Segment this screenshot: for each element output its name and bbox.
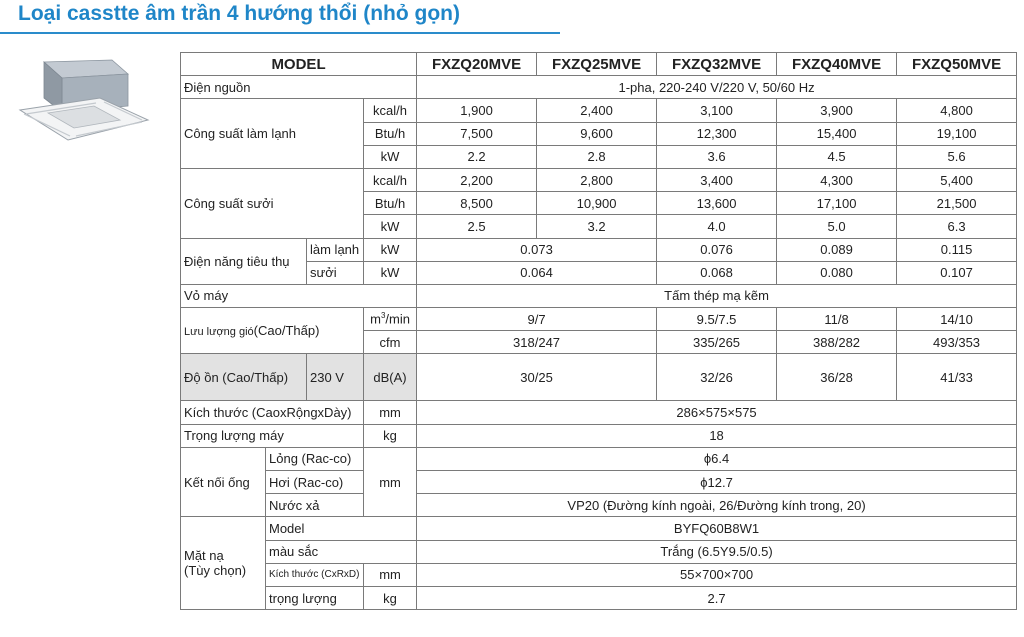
cooling-row <box>181 99 1017 122</box>
unit-cell: kW <box>364 261 417 284</box>
airflow-m3-row <box>181 308 1017 331</box>
value-cell: 0.068 <box>657 261 777 284</box>
value-cell: 15,400 <box>777 122 897 145</box>
unit-cell: cfm <box>364 331 417 354</box>
airflow-label-suffix: (Cao/Thấp) <box>253 323 320 339</box>
piping-liquid-row <box>181 447 1017 470</box>
value-cell: 4.5 <box>777 145 897 168</box>
value-cell: 0.089 <box>777 238 897 261</box>
unit-cell: kcal/h <box>364 168 417 191</box>
piping-drain-label: Nước xả <box>266 494 364 517</box>
unit-cell: Btu/h <box>364 122 417 145</box>
unit-cell: kW <box>364 215 417 238</box>
value-cell: 9/7 <box>417 308 657 331</box>
model-col-1: FXZQ20MVE <box>417 53 537 76</box>
piping-drain-value: VP20 (Đường kính ngoài, 26/Đường kính trong, 20) <box>417 494 1017 517</box>
piping-gas-label: Hơi (Rac-co) <box>266 471 364 494</box>
value-cell: 2.5 <box>417 215 537 238</box>
panel-model-row <box>181 517 1017 540</box>
panel-color-value: Trắng (6.5Y9.5/0.5) <box>417 540 1017 563</box>
consumption-heat-row <box>181 261 1017 284</box>
value-cell: 2,800 <box>537 168 657 191</box>
casing-value: Tấm thép mạ kẽm <box>417 284 1017 307</box>
value-cell: 2.2 <box>417 145 537 168</box>
power-supply-value: 1-pha, 220-240 V/220 V, 50/60 Hz <box>417 76 1017 99</box>
unit-superscript: 3 <box>380 311 386 321</box>
unit-cell: mm <box>364 563 417 586</box>
airflow-label <box>181 308 364 354</box>
value-cell: 14/10 <box>897 308 1017 331</box>
panel-color-row <box>181 540 1017 563</box>
value-cell: 17,100 <box>777 192 897 215</box>
unit-base: m <box>370 311 381 327</box>
noise-row <box>181 354 1017 401</box>
weight-row <box>181 424 1017 447</box>
panel-weight-row <box>181 586 1017 609</box>
value-cell: 7,500 <box>417 122 537 145</box>
value-cell: 388/282 <box>777 331 897 354</box>
value-cell: 0.073 <box>417 238 657 261</box>
dimensions-label: Kích thước (CaoxRộngxDày) <box>181 401 364 424</box>
unit-cell: kg <box>364 586 417 609</box>
title-underline <box>0 32 560 34</box>
panel-weight-value: 2.7 <box>417 586 1017 609</box>
header-row <box>181 53 1017 76</box>
heating-label: Công suất sưởi <box>181 168 364 238</box>
piping-unit: mm <box>364 447 417 517</box>
piping-liquid-label: Lỏng (Rac-co) <box>266 447 364 470</box>
panel-label <box>181 517 266 610</box>
power-supply-label: Điện nguồn <box>181 76 417 99</box>
value-cell: 3,400 <box>657 168 777 191</box>
power-supply-row <box>181 76 1017 99</box>
model-col-5: FXZQ50MVE <box>897 53 1017 76</box>
panel-label-line1: Mặt nạ <box>184 548 224 564</box>
value-cell: 3,900 <box>777 99 897 122</box>
unit-cell <box>364 308 417 331</box>
weight-value: 18 <box>417 424 1017 447</box>
heating-row <box>181 168 1017 191</box>
noise-label: Độ ồn (Cao/Thấp) <box>181 354 307 401</box>
unit-cell: kcal/h <box>364 99 417 122</box>
panel-label-line2: (Tùy chọn) <box>184 563 247 579</box>
panel-size-value: 55×700×700 <box>417 563 1017 586</box>
value-cell: 21,500 <box>897 192 1017 215</box>
value-cell: 9.5/7.5 <box>657 308 777 331</box>
value-cell: 4,300 <box>777 168 897 191</box>
dimensions-row <box>181 401 1017 424</box>
value-cell: 5,400 <box>897 168 1017 191</box>
value-cell: 19,100 <box>897 122 1017 145</box>
unit-cell: mm <box>364 401 417 424</box>
panel-model-label: Model <box>266 517 417 540</box>
page-title: Loại casstte âm trần 4 hướng thổi (nhỏ gọn) <box>18 2 460 25</box>
cassette-unit-image <box>16 58 150 150</box>
dimensions-value: 286×575×575 <box>417 401 1017 424</box>
unit-cell: kg <box>364 424 417 447</box>
value-cell: 2,400 <box>537 99 657 122</box>
value-cell: 8,500 <box>417 192 537 215</box>
airflow-label-text: Lưu lượng gió <box>184 326 254 339</box>
value-cell: 318/247 <box>417 331 657 354</box>
panel-weight-label: trọng lượng <box>266 586 364 609</box>
value-cell: 5.0 <box>777 215 897 238</box>
value-cell: 0.115 <box>897 238 1017 261</box>
cooling-label: Công suất làm lạnh <box>181 99 364 169</box>
panel-size-label: Kích thước (CxRxD) <box>266 563 364 586</box>
piping-liquid-value: ϕ6.4 <box>417 447 1017 470</box>
casing-label: Vỏ máy <box>181 284 417 307</box>
model-col-3: FXZQ32MVE <box>657 53 777 76</box>
panel-model-value: BYFQ60B8W1 <box>417 517 1017 540</box>
spec-table <box>180 52 1017 610</box>
panel-size-row <box>181 563 1017 586</box>
consumption-cool-row <box>181 238 1017 261</box>
value-cell: 0.064 <box>417 261 657 284</box>
value-cell: 30/25 <box>417 354 657 401</box>
value-cell: 0.080 <box>777 261 897 284</box>
value-cell: 5.6 <box>897 145 1017 168</box>
model-header: MODEL <box>181 53 417 76</box>
value-cell: 9,600 <box>537 122 657 145</box>
value-cell: 11/8 <box>777 308 897 331</box>
consumption-label: Điện năng tiêu thụ <box>181 238 307 284</box>
value-cell: 0.107 <box>897 261 1017 284</box>
unit-cell: kW <box>364 238 417 261</box>
unit-cell: dB(A) <box>364 354 417 401</box>
value-cell: 10,900 <box>537 192 657 215</box>
piping-label: Kết nối ống <box>181 447 266 517</box>
value-cell: 12,300 <box>657 122 777 145</box>
value-cell: 0.076 <box>657 238 777 261</box>
value-cell: 6.3 <box>897 215 1017 238</box>
value-cell: 3,100 <box>657 99 777 122</box>
consumption-heat-label: sưởi <box>307 261 364 284</box>
value-cell: 3.6 <box>657 145 777 168</box>
panel-color-label: màu sắc <box>266 540 417 563</box>
unit-tail: /min <box>385 311 410 327</box>
value-cell: 335/265 <box>657 331 777 354</box>
value-cell: 41/33 <box>897 354 1017 401</box>
unit-cell: Btu/h <box>364 192 417 215</box>
casing-row <box>181 284 1017 307</box>
piping-gas-row <box>181 471 1017 494</box>
piping-gas-value: ϕ12.7 <box>417 471 1017 494</box>
weight-label: Trọng lượng máy <box>181 424 364 447</box>
value-cell: 3.2 <box>537 215 657 238</box>
value-cell: 4,800 <box>897 99 1017 122</box>
model-col-4: FXZQ40MVE <box>777 53 897 76</box>
value-cell: 2,200 <box>417 168 537 191</box>
value-cell: 36/28 <box>777 354 897 401</box>
value-cell: 493/353 <box>897 331 1017 354</box>
model-col-2: FXZQ25MVE <box>537 53 657 76</box>
value-cell: 2.8 <box>537 145 657 168</box>
noise-voltage: 230 V <box>307 354 364 401</box>
value-cell: 13,600 <box>657 192 777 215</box>
value-cell: 1,900 <box>417 99 537 122</box>
unit-cell: kW <box>364 145 417 168</box>
piping-drain-row <box>181 494 1017 517</box>
value-cell: 4.0 <box>657 215 777 238</box>
consumption-cool-label: làm lạnh <box>307 238 364 261</box>
value-cell: 32/26 <box>657 354 777 401</box>
